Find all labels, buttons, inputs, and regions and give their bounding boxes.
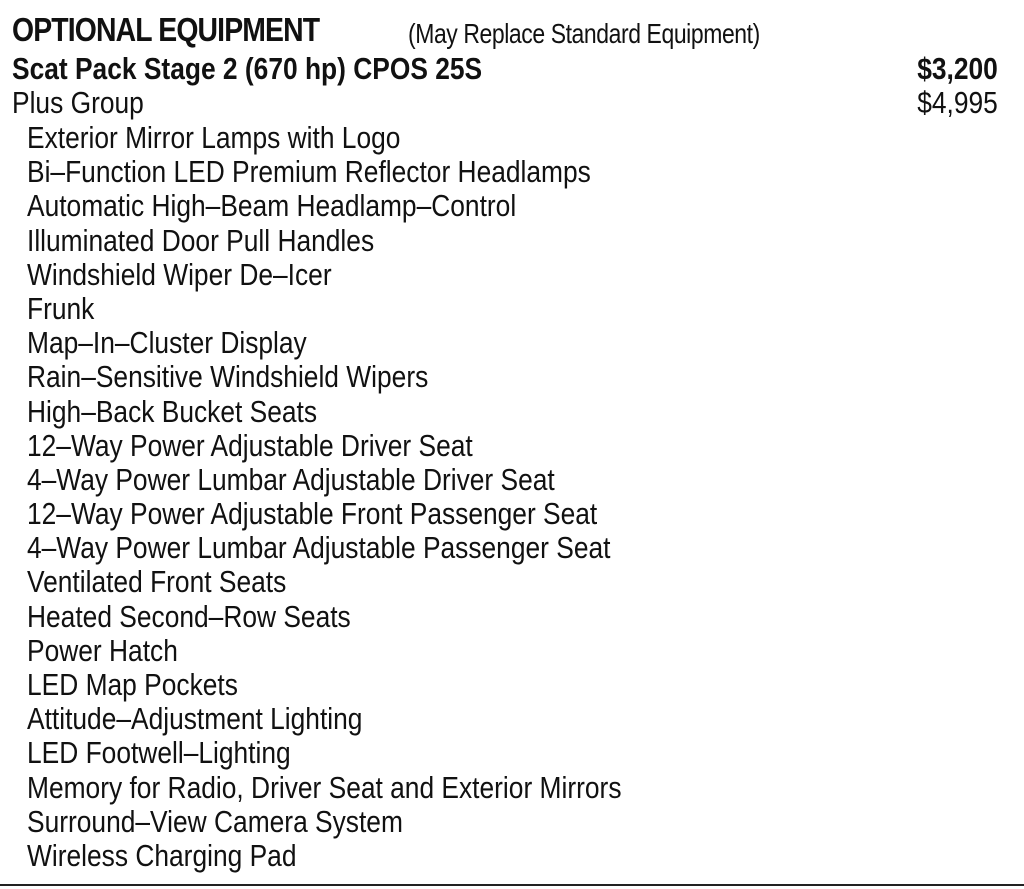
- list-item: Heated Second–Row Seats: [27, 598, 351, 634]
- list-item: Attitude–Adjustment Lighting: [27, 701, 363, 737]
- list-item: Surround–View Camera System: [27, 803, 403, 839]
- bottom-divider: [0, 884, 1024, 886]
- option-price: $3,200: [917, 51, 998, 86]
- list-item: Power Hatch: [27, 632, 178, 668]
- list-item: Ventilated Front Seats: [27, 564, 287, 600]
- list-item: Map–In–Cluster Display: [27, 325, 307, 361]
- option-row-plus-group: [12, 86, 998, 120]
- list-item: Bi–Function LED Premium Reflector Headlamps: [27, 154, 591, 190]
- list-item: 4–Way Power Lumbar Adjustable Driver Seat: [27, 461, 555, 497]
- list-item: Automatic High–Beam Headlamp–Control: [27, 188, 517, 224]
- section-header: [12, 10, 369, 57]
- plus-group-item-list: [27, 121, 726, 873]
- list-item: Rain–Sensitive Windshield Wipers: [27, 359, 429, 395]
- section-subtitle: (May Replace Standard Equipment): [408, 18, 760, 49]
- section-title: OPTIONAL EQUIPMENT: [12, 11, 320, 48]
- list-item: 12–Way Power Adjustable Front Passenger Seat: [27, 496, 598, 532]
- option-row-scat-pack: [12, 52, 998, 86]
- option-label: Scat Pack Stage 2 (670 hp) CPOS 25S: [12, 51, 483, 86]
- list-item: Frunk: [27, 290, 95, 326]
- list-item: Exterior Mirror Lamps with Logo: [27, 120, 401, 155]
- list-item: LED Footwell–Lighting: [27, 735, 291, 771]
- list-item: LED Map Pockets: [27, 667, 238, 702]
- list-item: High–Back Bucket Seats: [27, 393, 318, 429]
- option-label: Plus Group: [12, 85, 144, 120]
- list-item: Windshield Wiper De–Icer: [27, 256, 332, 292]
- list-item: Illuminated Door Pull Handles: [27, 222, 375, 258]
- list-item: 12–Way Power Adjustable Driver Seat: [27, 427, 473, 463]
- list-item: Memory for Radio, Driver Seat and Exterior Mirrors: [27, 769, 622, 805]
- list-item: 4–Way Power Lumbar Adjustable Passenger Seat: [27, 530, 611, 566]
- option-price: $4,995: [917, 85, 998, 120]
- list-item: Wireless Charging Pad: [27, 837, 297, 873]
